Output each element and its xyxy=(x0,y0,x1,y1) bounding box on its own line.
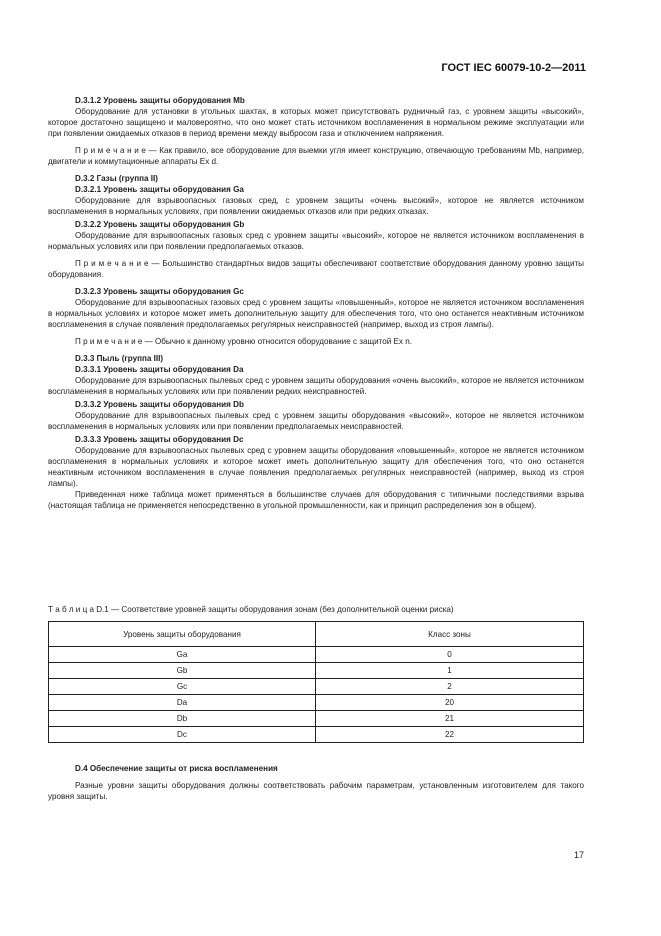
table-row xyxy=(49,663,584,679)
heading-d323: D.3.2.3 Уровень защиты оборудования Gc xyxy=(75,287,244,296)
table-row xyxy=(49,647,584,663)
column-header-zone: Класс зоны xyxy=(316,622,584,647)
paragraph-d322: Оборудование для взрывоопасных газовых сред с уровнем защиты «высокий», которое не является источником воспламенения в нормальных условиях или при появлении предполагаемых отказов. xyxy=(48,231,584,251)
note-1: П р и м е ч а н и е — Как правило, все оборудование для выемки угля имеет конструкцию, отвечающую требованиям Mb, например, двигатели и коммутационные аппараты Ex d. xyxy=(48,146,584,166)
heading-d32: D.3.2 Газы (группа II) xyxy=(75,174,158,183)
paragraph-d331: Оборудование для взрывоопасных пылевых сред с уровнем защиты оборудования «очень высокий», которое не является источником воспламенения в нормальных условиях или при появлении редких неисправностей. xyxy=(48,376,584,396)
cell-epl: Ga xyxy=(49,647,316,663)
main-content xyxy=(48,95,584,511)
heading-d332: D.3.3.2 Уровень защиты оборудования Db xyxy=(75,400,244,409)
cell-zone: 0 xyxy=(316,647,584,663)
note-3: П р и м е ч а н и е — Обычно к данному уровню относится оборудование с защитой Ex n. xyxy=(75,337,412,346)
epl-zone-table xyxy=(48,621,584,743)
heading-d333: D.3.3.3 Уровень защиты оборудования Dc xyxy=(75,435,244,444)
table-header-row xyxy=(49,622,584,647)
cell-zone: 20 xyxy=(316,695,584,711)
paragraph-d323: Оборудование для взрывоопасных газовых сред с уровнем защиты «повышенный», которое не является источником воспламенения в нормальных условиях и которое может иметь дополнительную защиту для обеспечения того, что оно останется неактивным источником воспламенения в случае появления предполагаемых регулярных неисправностей (например, выход из строя лампы). xyxy=(48,298,584,329)
note-2: П р и м е ч а н и е — Большинство стандартных видов защиты обеспечивают соответствие оборудования данному уровню защиты оборудования. xyxy=(48,259,584,279)
cell-epl: Db xyxy=(49,711,316,727)
paragraph-d333: Оборудование для взрывоопасных пылевых сред с уровнем защиты оборудования «повышенный», которое не является источником воспламенения в нормальных условиях и которое может иметь дополнительную защиту для обеспечения того, что оно останется неактивным источником воспламенения в случае появления предполагаемых регулярных неисправностей (например, выход из строя лампы). xyxy=(48,446,584,488)
paragraph-d4: Разные уровни защиты оборудования должны соответствовать рабочим параметрам, установленным изготовителем для такого уровня защиты. xyxy=(48,781,584,801)
table-caption: Т а б л и ц а D.1 — Соответствие уровней защиты оборудования зонам (без дополнительной оценки риска) xyxy=(48,605,454,614)
cell-epl: Gc xyxy=(49,679,316,695)
cell-epl: Dc xyxy=(49,727,316,743)
heading-d322: D.3.2.2 Уровень защиты оборудования Gb xyxy=(75,220,245,229)
heading-d312: D.3.1.2 Уровень защиты оборудования Mb xyxy=(75,96,245,105)
standard-header: ГОСТ IEC 60079-10-2—2011 xyxy=(441,62,586,74)
heading-d33: D.3.3 Пыль (группа III) xyxy=(75,354,164,363)
column-header-epl: Уровень защиты оборудования xyxy=(49,622,316,647)
paragraph-d321: Оборудование для взрывоопасных газовых сред, с уровнем защиты «очень высокий», которое не является источником воспламенения в нормальных условиях, при появлении ожидаемых отказов или при редких отказах. xyxy=(48,196,584,216)
cell-zone: 22 xyxy=(316,727,584,743)
paragraph-d312: Оборудование для установки в угольных шахтах, в которых может присутствовать рудничный газ, с уровнем защиты «высокий», которое достаточно защищено и маловероятно, что оно может стать источником воспламенения в нормальном режиме эксплуатации или при появлении ожидаемых отказов в период времени между выбросом газа и отключением напряжения. xyxy=(48,107,584,138)
cell-zone: 2 xyxy=(316,679,584,695)
table-row xyxy=(49,695,584,711)
heading-d321: D.3.2.1 Уровень защиты оборудования Ga xyxy=(75,185,244,194)
cell-zone: 21 xyxy=(316,711,584,727)
paragraph-d332: Оборудование для взрывоопасных пылевых сред с уровнем защиты оборудования «высокий», которое не является источником воспламенения в нормальных условиях или при появлении предполагаемых неисправностей. xyxy=(48,411,584,431)
table-row xyxy=(49,711,584,727)
paragraph-table-intro: Приведенная ниже таблица может применяться в большинстве случаев для оборудования с типичными последствиями взрыва (настоящая таблица не применяется непосредственно в угольной промышленности, как и принцип распределения зон в общем). xyxy=(48,490,584,510)
heading-d4: D.4 Обеспечение защиты от риска воспламенения xyxy=(75,764,278,773)
heading-d331: D.3.3.1 Уровень защиты оборудования Da xyxy=(75,365,244,374)
cell-zone: 1 xyxy=(316,663,584,679)
cell-epl: Da xyxy=(49,695,316,711)
page-number: 17 xyxy=(573,850,584,860)
cell-epl: Gb xyxy=(49,663,316,679)
table-row xyxy=(49,727,584,743)
table-row xyxy=(49,679,584,695)
